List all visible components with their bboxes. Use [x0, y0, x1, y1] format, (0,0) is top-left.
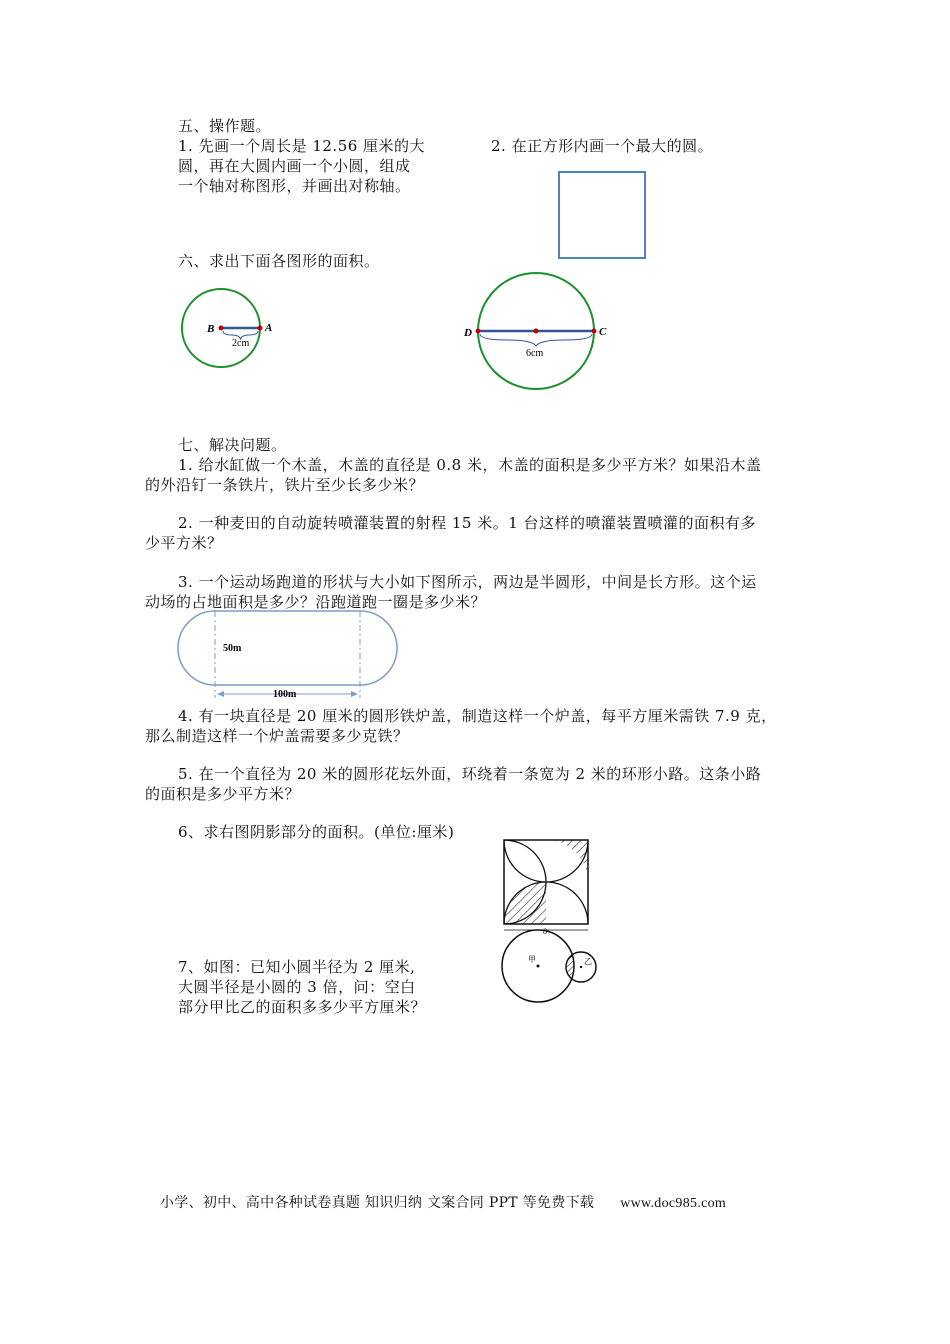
s7-q7-line1: 7、如图：已知小圆半径为 2 厘米,: [178, 958, 416, 976]
section7-heading: 七、解决问题。: [178, 436, 287, 454]
s5-q1-line2: 圆，再在大圆内画一个小圆，组成: [178, 157, 411, 175]
label-d: D: [464, 327, 472, 339]
point-d-dot: [476, 329, 481, 334]
s5-q1-line1: 1. 先画一个周长是 12.56 厘米的大: [178, 137, 426, 155]
s7-q7-line3: 部分甲比乙的面积多多少平方厘米？: [178, 998, 427, 1016]
label-6cm: 6cm: [526, 348, 544, 359]
s7-q5-line2: 的面积是多少平方米？: [145, 785, 301, 803]
diameter-brace: [480, 334, 592, 346]
square-outline: [559, 172, 645, 258]
arrow-left-head: [217, 691, 224, 697]
s7-q3-line1: 3. 一个运动场跑道的形状与大小如下图所示，两边是半圆形，中间是长方形。这个运: [178, 573, 757, 591]
label-a: A: [265, 322, 273, 334]
section6-heading: 六、求出下面各图形的面积。: [178, 252, 380, 270]
small-center-dot: [580, 966, 582, 968]
width-label: 50m: [223, 643, 242, 654]
footer: [160, 1192, 726, 1212]
footer-text: 小学、初中、高中各种试卷真题 知识归纳 文案合同 PPT 等免费下载: [160, 1195, 595, 1211]
s7-q2-line1: 2. 一种麦田的自动旋转喷灌装置的射程 15 米。1 台这样的喷灌装置喷灌的面积有多: [178, 514, 757, 532]
shaded-square-figure: [500, 836, 592, 934]
s5-q2: 2. 在正方形内画一个最大的圆。: [491, 137, 714, 155]
circle-figure-2: [460, 268, 615, 398]
s7-q1-line2: 的外沿钉一条铁片，铁片至少长多少米？: [145, 476, 425, 494]
point-c-dot: [592, 329, 597, 334]
point-b-dot: [219, 326, 224, 331]
footer-url[interactable]: www.doc985.com: [620, 1196, 727, 1211]
s7-q6: 6、求右图阴影部分的面积。(单位:厘米): [178, 823, 455, 841]
center-dot: [534, 329, 539, 334]
s7-q3-line2: 动场的占地面积是多少？沿跑道跑一圈是多少米？: [145, 593, 487, 611]
label-b: B: [207, 323, 215, 335]
point-a-dot: [258, 326, 263, 331]
label-2cm: 2cm: [232, 338, 250, 349]
s7-q7-line2: 大圆半径是小圆的 3 倍，问：空白: [178, 978, 416, 996]
label-c: C: [599, 326, 607, 338]
s7-q4-line2: 那么制造这样一个炉盖需要多少克铁？: [145, 727, 409, 745]
arrow-right-head: [351, 691, 358, 697]
s5-q1-line3: 一个轴对称图形，并画出对称轴。: [178, 177, 411, 195]
dimension-label: 8: [543, 927, 547, 936]
s7-q1-line1: 1. 给水缸做一个木盖，木盖的直径是 0.8 米，木盖的面积是多少平方米？如果沿木盖: [178, 456, 762, 474]
s7-q4-line1: 4. 有一块直径是 20 厘米的圆形铁炉盖，制造这样一个炉盖，每平方厘米需铁 7.9 克，: [178, 707, 777, 725]
label-jia: 甲: [528, 955, 536, 964]
big-center-dot: [537, 965, 540, 968]
track-figure: [175, 608, 400, 703]
section5-heading: 五、操作题。: [178, 117, 272, 135]
length-label: 100m: [273, 689, 297, 700]
circle-figure-1: [176, 284, 276, 374]
track-outline: [178, 611, 397, 685]
label-yi: 乙: [584, 957, 592, 966]
s7-q2-line2: 少平方米？: [145, 534, 223, 552]
square-figure: [555, 168, 650, 263]
two-circles-figure: [498, 928, 603, 1008]
s7-q5-line1: 5. 在一个直径为 20 米的圆形花坛外面，环绕着一条宽为 2 米的环形小路。这条小路: [178, 765, 762, 783]
